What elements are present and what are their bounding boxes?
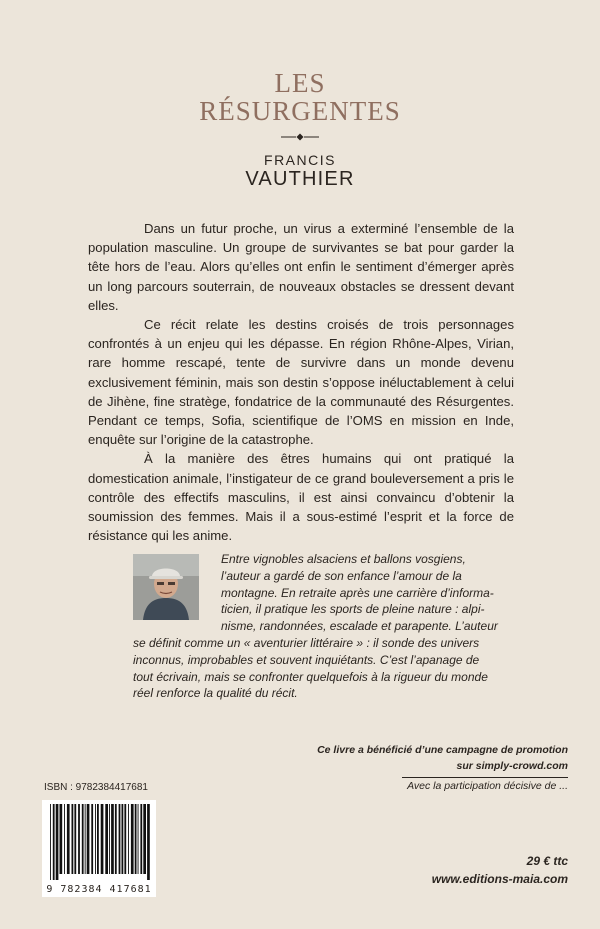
- bio-line: montagne. En retraite après une carrière d’informa-: [221, 585, 494, 600]
- barcode-bar: [95, 804, 96, 874]
- book-title-line-2: RÉSURGENTES: [199, 96, 401, 126]
- promotion-line-2: sur simply-crowd.com: [456, 760, 568, 772]
- divider: [402, 777, 568, 778]
- barcode-bar: [115, 804, 117, 874]
- synopsis: [88, 219, 514, 545]
- barcode-bar: [119, 804, 121, 874]
- bio-line: tout écrivain, mais se confronter quelquefois à la rigueur du monde: [133, 669, 488, 684]
- barcode-bar: [138, 804, 139, 874]
- bio-line: se définit comme un « aventurier littéraire » : il sonde des univers: [133, 636, 480, 650]
- barcode-bar: [74, 804, 76, 874]
- synopsis-paragraph-3: À la manière des êtres humains qui ont pratiqué la domestication animale, l’instigateur de ce grand bouleversement a pris le contrôle des effectifs masculins, il est ainsi convaincu d’obtenir la soumission des femmes. Mais il a sous-estimé l’esprit et la force de résistance qui les anime.: [88, 451, 514, 544]
- barcode-bar: [109, 804, 110, 874]
- barcode-bar: [78, 804, 80, 874]
- synopsis-paragraph-2: Ce récit relate les destins croisés de trois personnages confrontés à un enjeu qui les dépasse. En région Rhône-Alpes, Virian, rare homme rescapé, tente de survivre dans un monde devenu exclusivement féminin, mais son destin s’oppose inéluctablement à celui de Jihène, fine stratège, fondatrice de la communauté des Résurgentes. Pendant ce temps, Sofia, scientifique de l’OMS en mission en Inde, enquête sur l’origine de la catastrophe.: [88, 317, 514, 448]
- book-title-line-1: LES: [274, 68, 326, 98]
- barcode-bar: [56, 804, 59, 880]
- isbn-label: ISBN : 9782384417681: [44, 782, 148, 793]
- bio-line: nisme, randonnées, escalade et parapente. L’auteur: [221, 619, 498, 634]
- author-first-name: FRANCIS: [264, 152, 336, 168]
- bio-line: ticien, il pratique les sports de pleine nature : alpi-: [221, 602, 485, 617]
- barcode-bar: [135, 804, 137, 874]
- barcode-bar: [91, 804, 93, 874]
- barcode-bar: [50, 804, 51, 880]
- barcode-bar: [64, 804, 65, 874]
- barcode-bar: [122, 804, 124, 874]
- barcode-bar: [124, 804, 126, 874]
- participation-note: Avec la participation décisive de ...: [407, 780, 568, 792]
- diamond-ornament-icon: [281, 132, 319, 142]
- barcode-bar: [140, 804, 142, 874]
- barcode-bar: [105, 804, 108, 874]
- synopsis-paragraph-1: Dans un futur proche, un virus a exterminé l’ensemble de la population masculine. Un groupe de survivantes se bat pour garder la tête hors de l’eau. Alors qu’elles ont enfin le sentiment d’émerger après un long parcours souterrain, de nouveaux obstacles se dressent devant elles.: [88, 221, 514, 313]
- barcode-bar: [143, 804, 146, 874]
- barcode-bar: [147, 804, 150, 880]
- barcode-bar: [101, 804, 104, 874]
- isbn-barcode: [42, 800, 156, 888]
- bio-line: inconnus, improbables et souvent inquiétants. C’est l’apanage de: [133, 652, 480, 667]
- author-bio-full-width: [133, 635, 505, 702]
- promotion-line-1: Ce livre a bénéficié d’une campagne de promotion: [317, 744, 568, 756]
- barcode-bar: [111, 804, 114, 874]
- barcode-bar: [131, 804, 134, 874]
- barcode-bar: [67, 804, 70, 874]
- barcode-digits: 9 782384 417681: [42, 883, 156, 897]
- barcode-bar: [128, 804, 129, 874]
- barcode-bar: [53, 804, 55, 880]
- bio-line: Entre vignobles alsaciens et ballons vosgiens,: [221, 552, 466, 566]
- barcode-bar: [85, 804, 86, 874]
- bio-line: réel renforce la qualité du récit.: [133, 686, 298, 701]
- barcode-bar: [97, 804, 99, 874]
- author-bio-beside-photo: [221, 551, 505, 635]
- bio-line: l’auteur a gardé de son enfance l’amour de la: [221, 568, 462, 583]
- barcode-bar: [87, 804, 90, 874]
- author-last-name: VAUTHIER: [245, 168, 355, 190]
- barcode-bar: [82, 804, 84, 874]
- publisher-website: www.editions-maia.com: [431, 872, 568, 886]
- barcode-bar: [72, 804, 74, 874]
- barcode-bar: [60, 804, 63, 874]
- price: 29 € ttc: [526, 854, 568, 868]
- promotion-note: [300, 742, 568, 774]
- author-photo: [133, 554, 199, 620]
